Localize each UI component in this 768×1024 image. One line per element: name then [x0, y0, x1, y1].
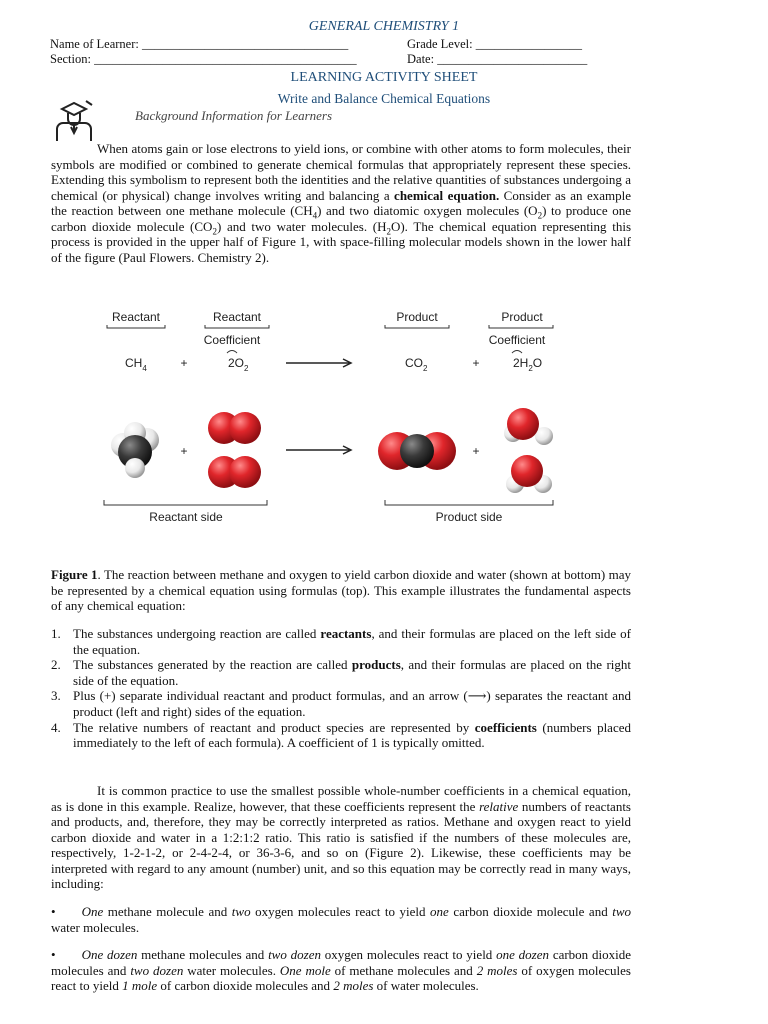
- list-item: 4. The relative numbers of reactant and product species are represented by coefficients (numbers placed immediately to the left of each formula). A coefficient of 1 is typically omitted.: [51, 719, 631, 751]
- water-molecule-2: [506, 455, 552, 493]
- reactant-bracket-1: [107, 325, 165, 328]
- list-item: 2. The substances generated by the reaction are called products, and their formulas are placed on the right side of the equation.: [51, 657, 631, 688]
- grade-field[interactable]: [407, 37, 582, 52]
- sheet-title: LEARNING ACTIVITY SHEET: [290, 70, 478, 85]
- name-blank[interactable]: _________________________________: [141, 37, 349, 51]
- carbon-dioxide-molecule: [378, 432, 456, 470]
- product-side-label: Product side: [435, 510, 503, 524]
- formula-2o2: $2O_2$: [228, 356, 249, 373]
- course-title: GENERAL CHEMISTRY 1: [308, 19, 460, 34]
- coefficient-brace-1: [227, 351, 237, 354]
- background-label: Background Information for Learners: [135, 108, 333, 123]
- oxygen-molecule-2: [208, 456, 261, 488]
- bullet-item-1: • One methane molecule and two oxygen molecules react to yield one carbon dioxide molecule and two water molecules.: [51, 904, 632, 935]
- plus-sign-3: +: [180, 444, 188, 458]
- figure-caption: Figure 1. The reaction between methane and oxygen to yield carbon dioxide and water (shown at bottom) may be represented by a chemical equation using formulas (top). This example illustrates the fundamental aspects of any chemical equation:: [51, 567, 631, 613]
- plus-sign-4: +: [472, 444, 480, 458]
- aspects-list: [51, 626, 631, 751]
- section-field[interactable]: [50, 52, 357, 67]
- topic-title: Write and Balance Chemical Equations: [277, 91, 491, 106]
- name-label: Name of Learner:: [50, 37, 139, 51]
- list-item: 3. Plus (+) separate individual reactant and product formulas, and an arrow (⟶) separates the reactant and product (left and right) sides of the equation.: [51, 688, 631, 719]
- reactant-bracket-2: [205, 325, 269, 328]
- date-blank[interactable]: ________________________: [437, 52, 588, 66]
- reactant-side-bracket: [104, 500, 267, 505]
- product-label-2: Product: [501, 310, 543, 324]
- grade-label: Grade Level:: [407, 37, 473, 51]
- plus-sign-1: +: [180, 356, 188, 370]
- reactant-label-2: Reactant: [212, 310, 262, 324]
- oxygen-molecule-1: [208, 412, 261, 444]
- bullet-item-2: • One dozen methane molecules and two dozen oxygen molecules react to yield one dozen carbon dioxide molecules and two dozen water molecules. One mole of methane molecules and 2 moles of oxygen molecules react to yield 1 mole of carbon dioxide molecules and 2 moles of water molecules.: [51, 947, 631, 994]
- date-field[interactable]: [407, 52, 587, 67]
- section-label: Section:: [50, 52, 91, 66]
- reactant-side-label: Reactant side: [149, 510, 223, 524]
- formula-2h2o: $2H_2O$: [513, 356, 543, 373]
- section-blank[interactable]: __________________________________________: [94, 52, 357, 66]
- learner-icon: [54, 97, 100, 143]
- date-label: Date:: [407, 52, 435, 66]
- coefficient-label-2: Coefficient: [488, 333, 546, 347]
- product-bracket-2: [489, 325, 553, 328]
- water-molecule-1: [504, 408, 553, 445]
- product-label-1: Product: [396, 310, 438, 324]
- coefficients-paragraph: It is common practice to use the smallest possible whole-number coefficients in a chemical equation, as is done in this example. Realize, however, that these coefficients represent the relative numbers of reactants and products, and, therefore, they may be correctly interpreted as ratios. Methane and oxygen react to yield carbon dioxide and water in a 1:2:1:2 ratio. This ratio is satisfied if the numbers of these molecules are, respectively, 1-2-1-2, or 2-4-2-4, or 36-3-6, and so on (Figure 2). Likewise, these coefficients may be interpreted with regard to any amount (number) unit, and so this equation may be correctly read in many ways, including:: [51, 783, 631, 891]
- product-side-bracket: [385, 500, 553, 505]
- coefficient-label-1: Coefficient: [203, 333, 261, 347]
- plus-sign-2: +: [472, 356, 480, 370]
- name-field[interactable]: [50, 37, 348, 52]
- intro-paragraph: When atoms gain or lose electrons to yield ions, or combine with other atoms to form molecules, their symbols are modified or combined to generate chemical formulas that appropriately represent these species. Extending this symbolism to represent both the identities and the relative quantities of substances undergoing a chemical (or physical) change involves writing and balancing a chemical equation. Consider as an example the reaction between one methane molecule $(CH_4)$ and two diatomic oxygen molecules $(O_2)$ to produce one carbon dioxide molecule $(CO_2)$ and two water molecules. $(H_2O)$. The chemical equation representing this process is provided in the upper half of Figure 1, with space-filling molecular models shown in the lower half of the figure (Paul Flowers. Chemistry 2).: [51, 141, 632, 265]
- product-bracket-1: [385, 325, 449, 328]
- list-item: 1. The substances undergoing reaction are called reactants, and their formulas are placed on the left side of the equation.: [51, 626, 631, 657]
- grade-blank[interactable]: _________________: [475, 37, 582, 51]
- formula-co2: $CO_2$: [405, 356, 428, 373]
- formula-ch4: $CH_4$: [125, 356, 147, 373]
- reactant-label-1: Reactant: [111, 310, 161, 324]
- methane-molecule: [111, 422, 159, 478]
- coefficient-brace-2: [512, 351, 522, 354]
- figure-1-diagram: [95, 300, 575, 535]
